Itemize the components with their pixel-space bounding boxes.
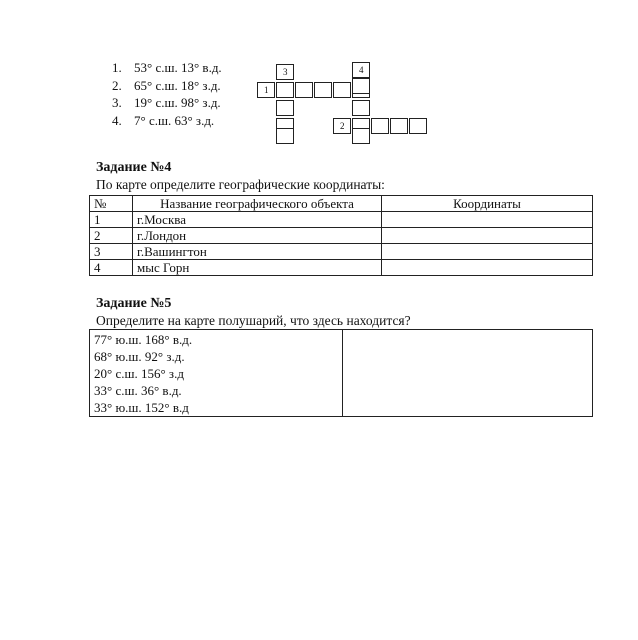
cell-coords-input[interactable] xyxy=(382,228,593,244)
table-header-row xyxy=(90,196,593,212)
crossword-cell[interactable] xyxy=(390,118,408,134)
clue-item: 3. 19° с.ш. 98° з.д. xyxy=(112,95,221,110)
cell-name: г.Москва xyxy=(133,212,382,228)
table-row xyxy=(90,212,593,228)
crossword-cell[interactable] xyxy=(371,118,389,134)
crossword-cell[interactable] xyxy=(276,128,294,144)
coord-line: 68° ю.ш. 92° з.д. xyxy=(94,349,185,364)
crossword-cell[interactable] xyxy=(333,82,351,98)
cell-name: г.Вашингтон xyxy=(133,244,382,260)
coord-line: 33° ю.ш. 152° в.д xyxy=(94,400,189,415)
crossword-number-4: 4 xyxy=(359,65,364,75)
crossword-number-1: 1 xyxy=(264,85,269,95)
crossword-cell[interactable] xyxy=(352,78,370,94)
crossword-clue-list xyxy=(112,59,222,129)
coord-line: 33° с.ш. 36° в.д. xyxy=(94,383,182,398)
clue-item: 2. 65° с.ш. 18° з.д. xyxy=(112,77,221,93)
col-header-no: № xyxy=(90,196,133,212)
coords-list-cell xyxy=(90,330,343,417)
cell-name: г.Лондон xyxy=(133,228,382,244)
cell-no: 3 xyxy=(90,244,133,260)
crossword-cell[interactable] xyxy=(352,128,370,144)
cell-coords-input[interactable] xyxy=(382,260,593,276)
crossword-cell[interactable] xyxy=(314,82,332,98)
crossword-cell[interactable] xyxy=(276,82,294,98)
coord-line: 77° ю.ш. 168° в.д. xyxy=(94,332,193,347)
task5-table xyxy=(89,329,593,417)
clue-item: 4. 7° с.ш. 63° з.д. xyxy=(112,112,215,128)
cell-coords-input[interactable] xyxy=(382,244,593,260)
task4-instruction: По карте определите географические координаты: xyxy=(96,177,385,192)
cell-no: 2 xyxy=(90,228,133,244)
table-row xyxy=(90,330,593,417)
crossword-cell[interactable] xyxy=(352,100,370,116)
col-header-name: Название географического объекта xyxy=(133,196,382,212)
cell-coords-input[interactable] xyxy=(382,212,593,228)
cell-no: 4 xyxy=(90,260,133,276)
answer-cell[interactable] xyxy=(343,330,593,417)
task4-table xyxy=(89,195,593,276)
coord-line: 20° с.ш. 156° з.д xyxy=(94,366,184,381)
task5-instruction: Определите на карте полушарий, что здесь находится? xyxy=(96,313,411,328)
cell-no: 1 xyxy=(90,212,133,228)
clue-item: 1. 53° с.ш. 13° в.д. xyxy=(112,60,222,75)
task5-heading: Задание №5 xyxy=(96,296,172,311)
table-row xyxy=(90,228,593,244)
crossword-number-2: 2 xyxy=(340,121,345,131)
table-row xyxy=(90,260,593,276)
crossword-cell[interactable] xyxy=(409,118,427,134)
crossword-number-3: 3 xyxy=(283,67,288,77)
crossword-cell[interactable] xyxy=(295,82,313,98)
col-header-coords: Координаты xyxy=(382,196,593,212)
cell-name: мыс Горн xyxy=(133,260,382,276)
crossword-cell[interactable] xyxy=(276,100,294,116)
table-row xyxy=(90,244,593,260)
task4-heading: Задание №4 xyxy=(96,160,172,175)
